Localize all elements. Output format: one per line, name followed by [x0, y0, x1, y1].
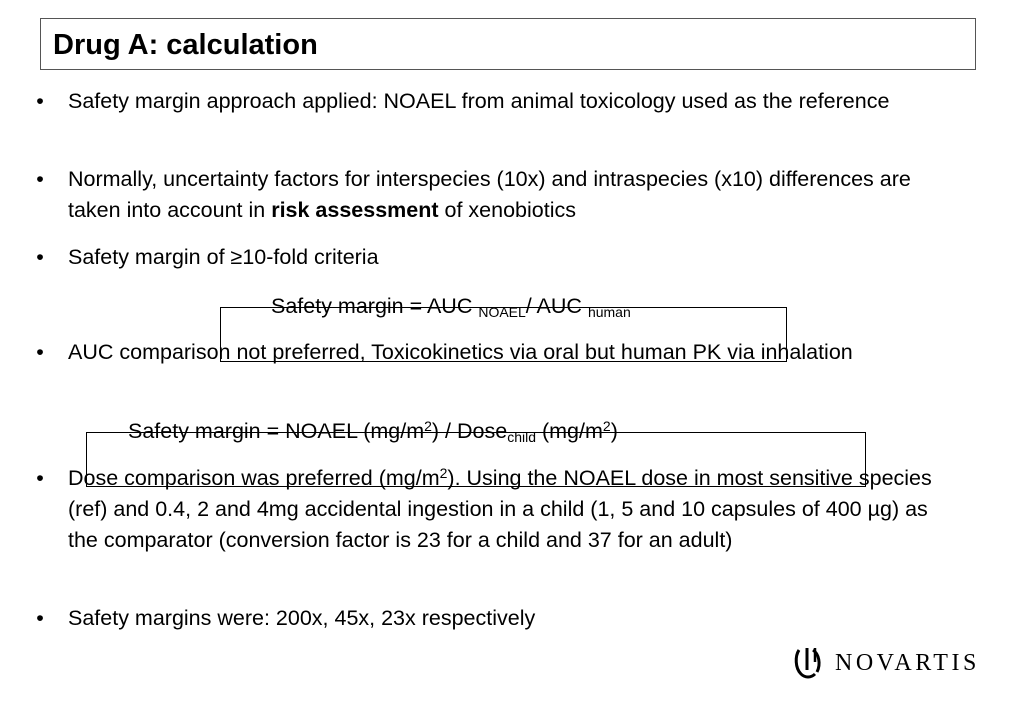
bullet-superscript: 2: [439, 465, 448, 481]
bullet-item-3: [30, 242, 960, 273]
bullet-dot: •: [36, 167, 44, 191]
bullet-text: Safety margin of ≥10-fold criteria: [68, 245, 379, 269]
novartis-logo-icon: [793, 646, 829, 680]
bullet-text-part: of xenobiotics: [438, 198, 576, 222]
formula-subscript: child: [507, 429, 536, 445]
formula-text: / AUC: [525, 294, 588, 318]
formula-superscript: 2: [602, 418, 611, 434]
formula-text: Safety margin = AUC: [271, 294, 479, 318]
bullet-dot: •: [36, 89, 44, 113]
bullet-text-bold: risk assessment: [271, 198, 439, 222]
formula-subscript: human: [587, 304, 631, 320]
bullet-text: Safety margins were: 200x, 45x, 23x respectively: [68, 606, 536, 630]
bullet-dot: •: [36, 606, 44, 630]
bullet-text-part: Normally, uncertainty factors for interspecies (10x) and intraspecies (x10) differences are taken into account in: [68, 167, 911, 222]
formula-superscript: 2: [424, 418, 432, 434]
bullet-text-part: ). Using the NOAEL dose in most sensitive species (ref) and 0.4, 2 and 4mg accidental ingestion in a child (1, 5 and 10 capsules of 400 µg) as the comparator (conversion factor is 23 for a child and 37 for an adult): [68, 466, 932, 552]
formula-subscript: NOAEL: [478, 304, 526, 320]
bullet-text: [68, 463, 960, 556]
bullet-text: AUC comparison not preferred, Toxicokinetics via oral but human PK via inhalation: [68, 340, 853, 364]
bullet-item-2: [30, 164, 960, 226]
bullet-text-part: Dose comparison was preferred (mg/m: [68, 466, 440, 490]
bullet-dot: •: [36, 340, 44, 364]
bullet-text: [68, 164, 960, 226]
bullet-item-6: [30, 603, 960, 634]
bullet-dot: •: [36, 245, 44, 269]
bullet-dot: •: [36, 466, 44, 490]
slide-title: Drug A: calculation: [53, 29, 318, 61]
novartis-logo: [793, 644, 983, 684]
bullet-text: Safety margin approach applied: NOAEL from animal toxicology used as the reference: [68, 89, 890, 113]
bullet-item-1: [30, 86, 960, 117]
bullet-item-5: [30, 463, 960, 556]
title-box: [40, 18, 976, 70]
formula-text: (mg/m: [536, 419, 603, 443]
logo-text: NOVARTIS: [835, 650, 980, 676]
formula-text: Safety margin = NOAEL (mg/m: [128, 419, 425, 443]
formula-text: ) / Dose: [431, 419, 508, 443]
bullet-item-4: [30, 337, 960, 368]
formula-text: ): [610, 419, 618, 443]
